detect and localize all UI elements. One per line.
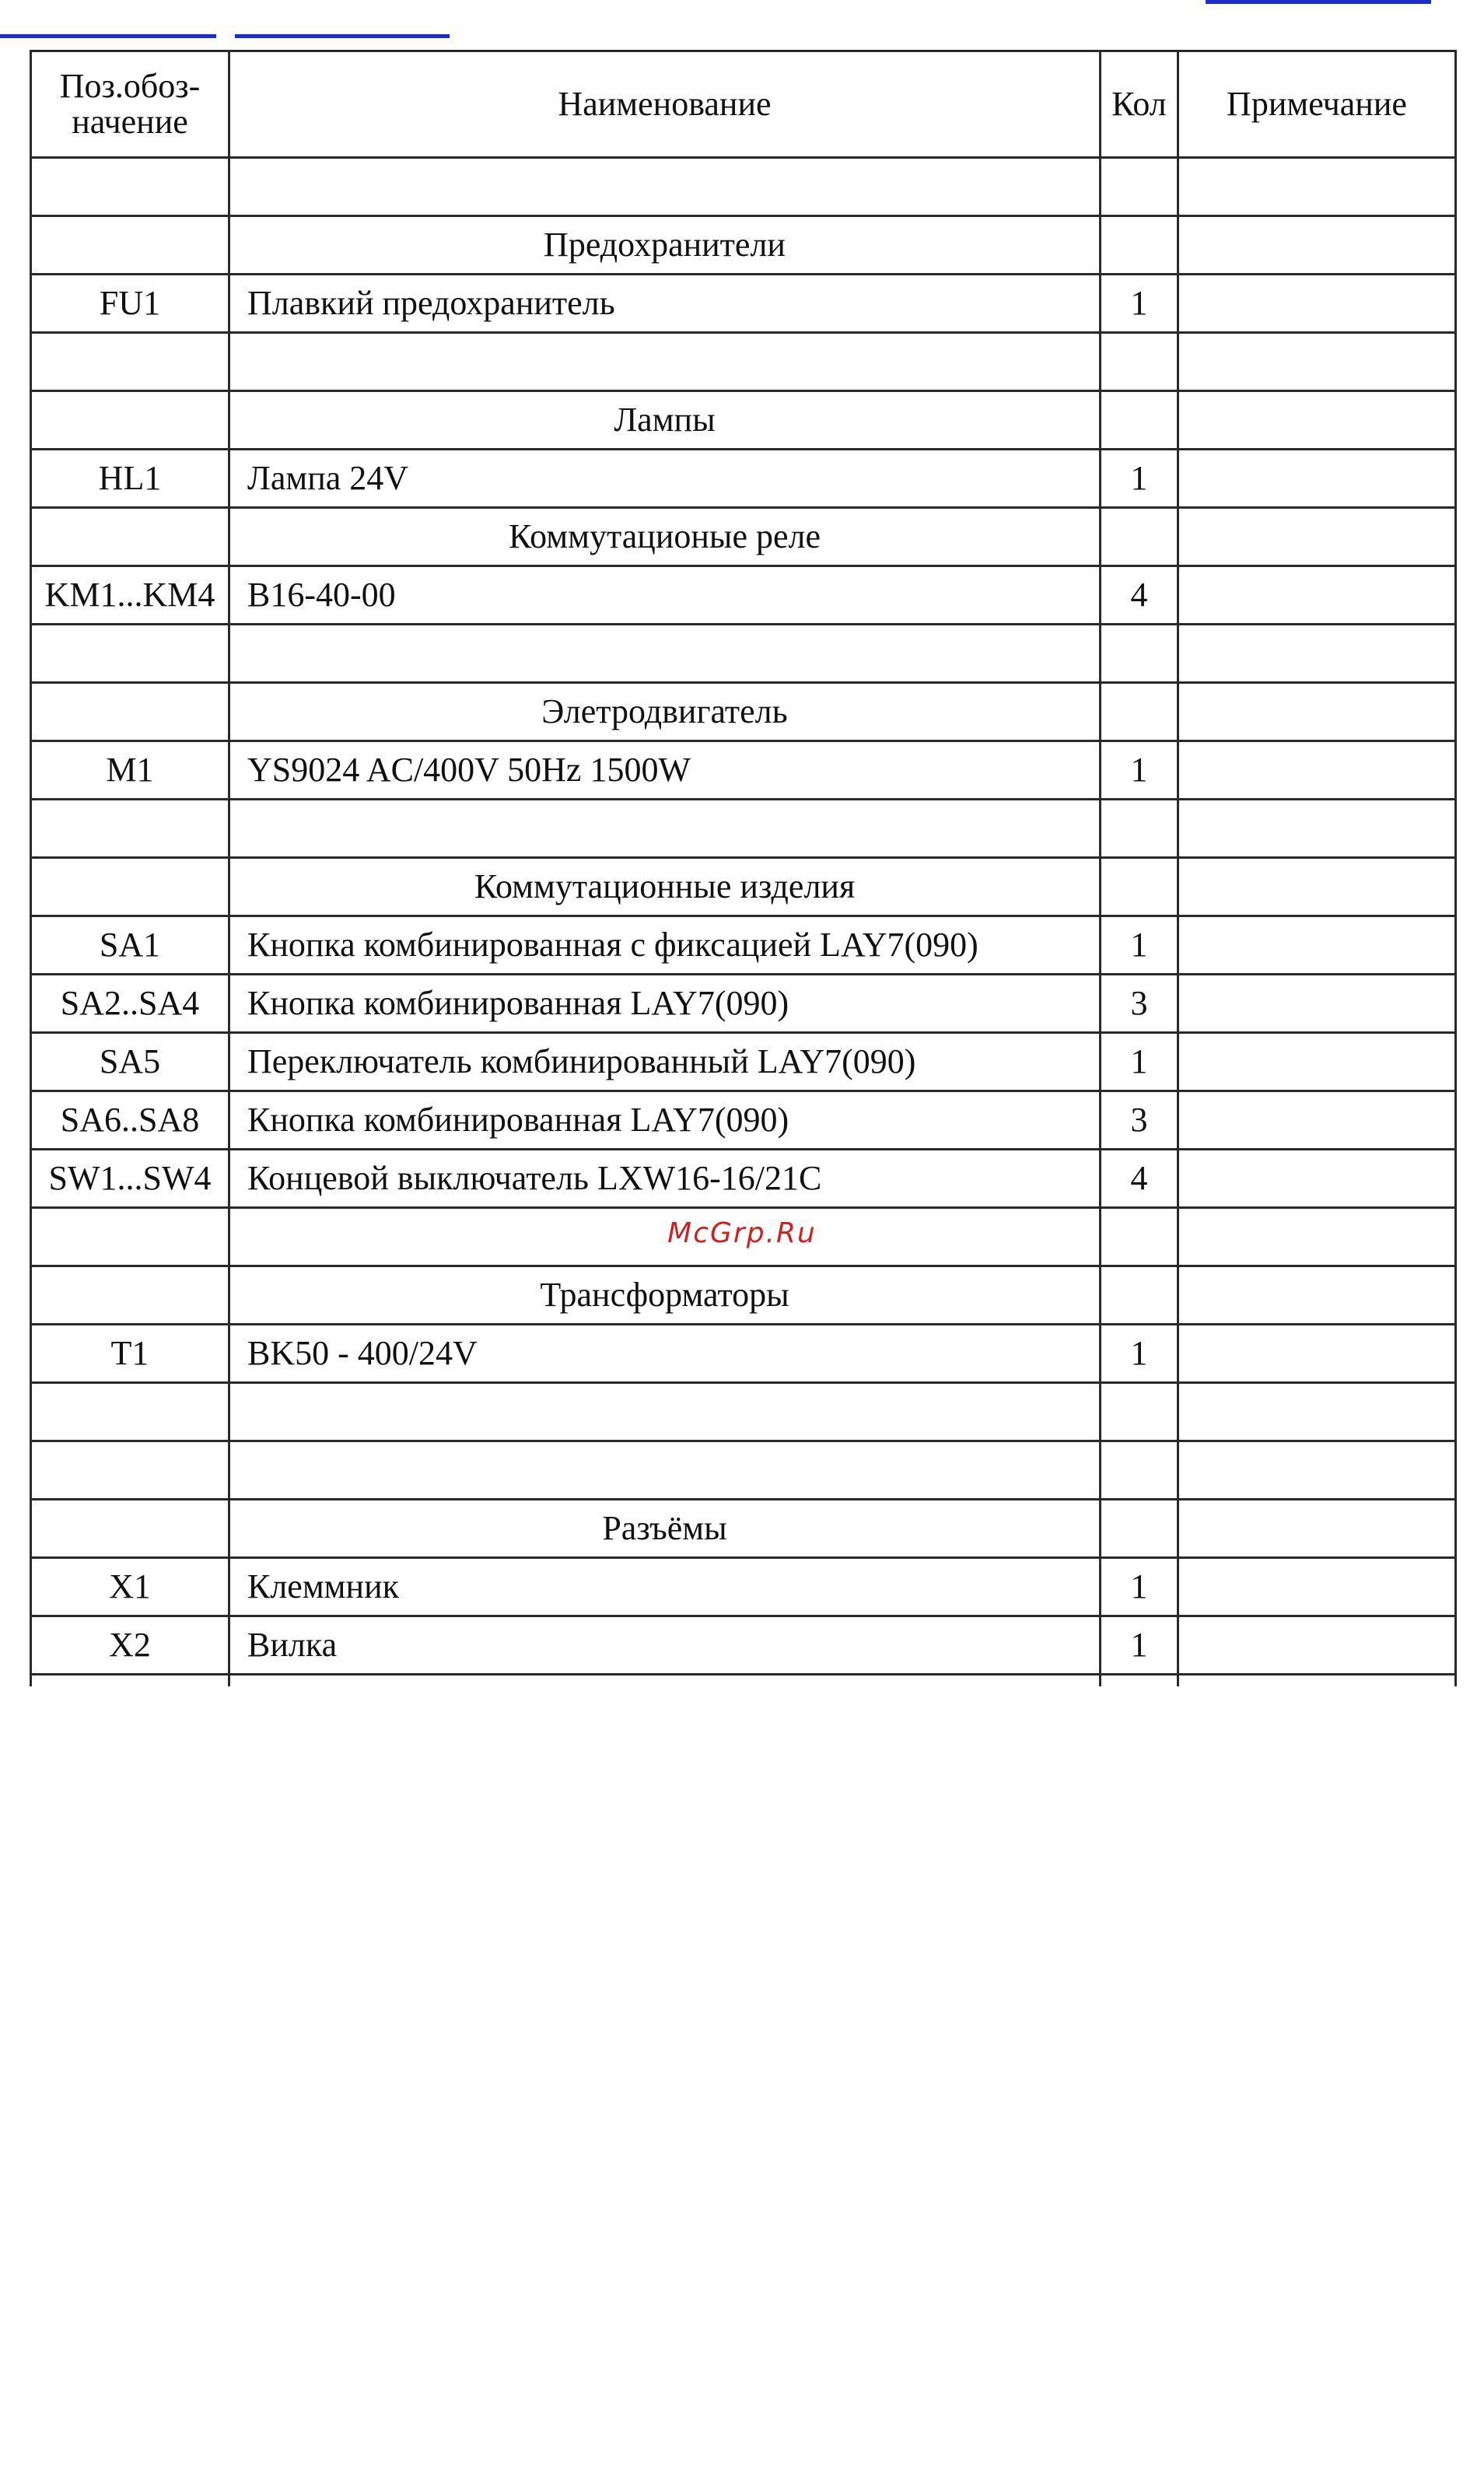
section-row <box>31 1500 1456 1558</box>
cell-note <box>1178 858 1456 916</box>
cell-note <box>1178 1616 1456 1675</box>
cell-note <box>1178 916 1456 975</box>
cell-name: Плавкий предохранитель <box>229 275 1101 333</box>
watermark: McGrp.Ru <box>667 1217 817 1249</box>
cell-pos <box>31 683 229 741</box>
cell-qty <box>1101 625 1178 683</box>
table-row <box>31 625 1456 683</box>
cell-pos: M1 <box>31 741 229 800</box>
cell-note <box>1178 1441 1456 1500</box>
cell-name: Клеммник <box>229 1558 1101 1616</box>
table-row <box>31 741 1456 800</box>
cell-pos <box>31 800 229 858</box>
cell-qty <box>1101 858 1178 916</box>
table-header <box>31 51 1456 158</box>
cell-qty: 1 <box>1101 1033 1178 1091</box>
section-row <box>31 391 1456 450</box>
cell-qty: 4 <box>1101 566 1178 625</box>
cell-qty: 3 <box>1101 975 1178 1033</box>
cell-qty: 3 <box>1101 1091 1178 1150</box>
table-row <box>31 916 1456 975</box>
cell-qty <box>1101 158 1178 216</box>
cell-name: Кнопка комбинированная с фиксацией LAY7(090) <box>229 916 1101 975</box>
cell-pos <box>31 1500 229 1558</box>
cell-note <box>1178 1325 1456 1383</box>
section-row <box>31 216 1456 275</box>
table-row <box>31 800 1456 858</box>
cell-name: Вилка <box>229 1616 1101 1675</box>
table-row <box>31 1616 1456 1675</box>
table-row <box>31 1383 1456 1441</box>
cell-note <box>1178 391 1456 450</box>
cell-name: Переключатель комбинированный LAY7(090) <box>229 1033 1101 1091</box>
section-row <box>31 683 1456 741</box>
section-title: Разъёмы <box>229 1500 1101 1558</box>
table-row <box>31 975 1456 1033</box>
cell-name: Концевой выключатель LXW16-16/21C <box>229 1150 1101 1208</box>
cell-pos <box>31 625 229 683</box>
cell-qty <box>1101 1383 1178 1441</box>
section-row <box>31 1266 1456 1325</box>
cell-pos: HL1 <box>31 450 229 508</box>
cell-pos <box>31 391 229 450</box>
cell-note <box>1178 275 1456 333</box>
cell-qty <box>1101 1266 1178 1325</box>
cell-note <box>1178 158 1456 216</box>
cell-note <box>1178 1558 1456 1616</box>
cell-qty <box>1101 391 1178 450</box>
section-title: Предохранители <box>229 216 1101 275</box>
table-row <box>31 1033 1456 1091</box>
cell-qty <box>1101 508 1178 566</box>
cell-pos <box>31 1383 229 1441</box>
cell-note <box>1178 1033 1456 1091</box>
cell-qty <box>1101 800 1178 858</box>
cell-qty <box>1101 216 1178 275</box>
section-title: Коммутационые реле <box>229 508 1101 566</box>
cell-pos <box>31 158 229 216</box>
header-pos <box>31 51 229 158</box>
cell-pos: X1 <box>31 1558 229 1616</box>
cell-note <box>1178 1150 1456 1208</box>
cell-name <box>229 1675 1101 1687</box>
table-row <box>31 1325 1456 1383</box>
cell-note <box>1178 625 1456 683</box>
cell-qty: 1 <box>1101 450 1178 508</box>
section-row <box>31 858 1456 916</box>
section-row <box>31 508 1456 566</box>
section-title: Трансформаторы <box>229 1266 1101 1325</box>
cell-note <box>1178 1091 1456 1150</box>
table-row <box>31 1091 1456 1150</box>
header-pos-label: Поз.обоз- начение <box>59 66 201 141</box>
table-row <box>31 158 1456 216</box>
cell-pos: X2 <box>31 1616 229 1675</box>
cell-note <box>1178 508 1456 566</box>
cell-note <box>1178 1383 1456 1441</box>
table-row <box>31 1150 1456 1208</box>
cell-qty: 1 <box>1101 1616 1178 1675</box>
cell-qty: 1 <box>1101 741 1178 800</box>
cell-name <box>229 333 1101 391</box>
cell-qty <box>1101 1441 1178 1500</box>
cell-name <box>229 625 1101 683</box>
cell-note <box>1178 216 1456 275</box>
cell-pos <box>31 1441 229 1500</box>
cell-pos <box>31 1675 229 1687</box>
cell-qty: 1 <box>1101 1325 1178 1383</box>
header-name: Наименование <box>229 51 1101 158</box>
cell-pos <box>31 333 229 391</box>
cell-pos: FU1 <box>31 275 229 333</box>
cell-note <box>1178 1675 1456 1687</box>
cell-pos <box>31 216 229 275</box>
cell-pos: KM1...KM4 <box>31 566 229 625</box>
table-row <box>31 275 1456 333</box>
cell-pos <box>31 858 229 916</box>
cell-pos: SA2..SA4 <box>31 975 229 1033</box>
cell-pos: T1 <box>31 1325 229 1383</box>
cell-qty: 1 <box>1101 916 1178 975</box>
cell-note <box>1178 333 1456 391</box>
table-row <box>31 1558 1456 1616</box>
cell-qty <box>1101 333 1178 391</box>
cell-name <box>229 1383 1101 1441</box>
cell-name <box>229 158 1101 216</box>
cell-pos <box>31 1266 229 1325</box>
cell-pos <box>31 508 229 566</box>
cell-name: BK50 - 400/24V <box>229 1325 1101 1383</box>
table-row <box>31 1441 1456 1500</box>
spec-table <box>30 50 1457 1686</box>
cell-qty <box>1101 683 1178 741</box>
cell-name: B16-40-00 <box>229 566 1101 625</box>
cell-qty <box>1101 1675 1178 1687</box>
cell-qty: 4 <box>1101 1150 1178 1208</box>
cell-note <box>1178 1266 1456 1325</box>
header-note: Примечание <box>1178 51 1456 158</box>
spec-sheet <box>30 50 1454 1686</box>
cell-name <box>229 800 1101 858</box>
cell-name <box>229 1441 1101 1500</box>
cell-name: YS9024 AC/400V 50Hz 1500W <box>229 741 1101 800</box>
cell-note <box>1178 741 1456 800</box>
cell-note <box>1178 1500 1456 1558</box>
table-row <box>31 566 1456 625</box>
section-title: Лампы <box>229 391 1101 450</box>
cell-note <box>1178 566 1456 625</box>
cell-note <box>1178 975 1456 1033</box>
cell-pos: SW1...SW4 <box>31 1150 229 1208</box>
section-title: Элетродвигатель <box>229 683 1101 741</box>
cell-name: Кнопка комбинированная LAY7(090) <box>229 975 1101 1033</box>
cell-qty: 1 <box>1101 1558 1178 1616</box>
cell-note <box>1178 683 1456 741</box>
cell-qty: 1 <box>1101 275 1178 333</box>
cell-name: Лампа 24V <box>229 450 1101 508</box>
cell-pos: SA6..SA8 <box>31 1091 229 1150</box>
cell-pos: SA5 <box>31 1033 229 1091</box>
table-row <box>31 450 1456 508</box>
header-qty: Кол <box>1101 51 1178 158</box>
cell-note <box>1178 800 1456 858</box>
cell-pos: SA1 <box>31 916 229 975</box>
cell-qty <box>1101 1500 1178 1558</box>
table-row <box>31 333 1456 391</box>
cell-note <box>1178 450 1456 508</box>
table-row <box>31 1675 1456 1687</box>
cell-name: Кнопка комбинированная LAY7(090) <box>229 1091 1101 1150</box>
section-title: Коммутационные изделия <box>229 858 1101 916</box>
